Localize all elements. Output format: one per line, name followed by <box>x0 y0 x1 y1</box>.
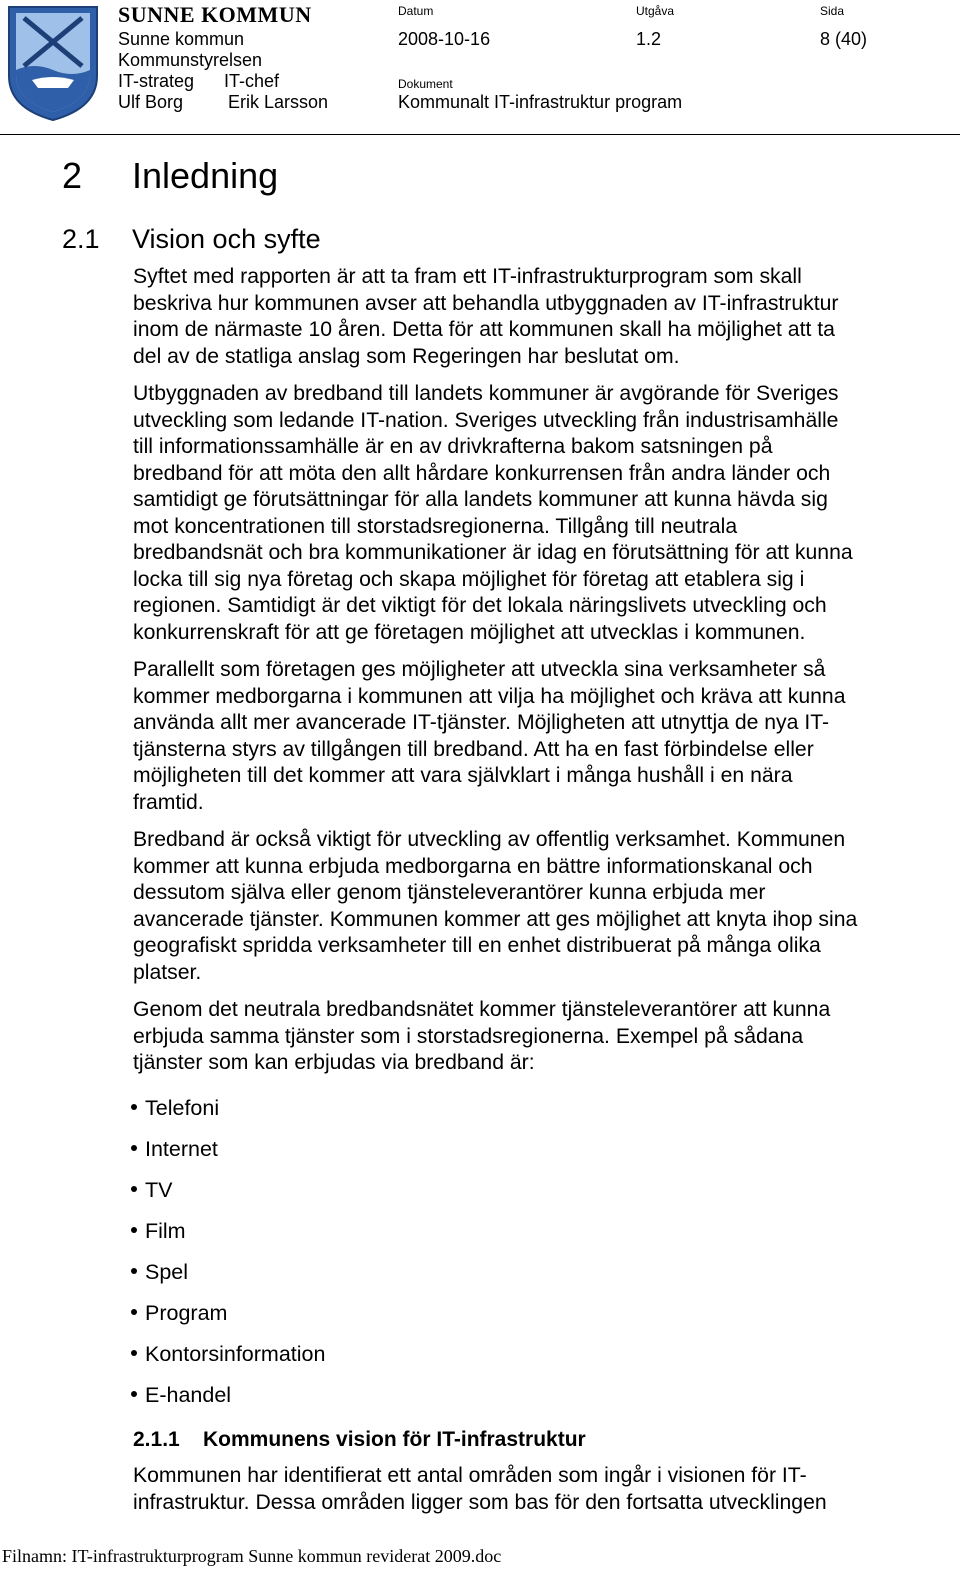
list-item <box>131 1135 325 1176</box>
text-line: platser. <box>133 960 202 984</box>
chapter-heading <box>62 155 278 197</box>
bullet-icon <box>131 1227 137 1233</box>
section-title: Vision och syfte <box>132 224 321 254</box>
bullet-icon <box>131 1268 137 1274</box>
text-line: infrastruktur. Dessa områden ligger som bas för den fortsatta utvecklingen <box>133 1490 827 1514</box>
text-line: utveckling som ledande IT-nation. Sveriges utveckling från industrisamhälle <box>133 408 839 432</box>
text-line: bredband för att möta den allt hårdare konkurrensen från andra länder och <box>133 461 831 485</box>
version-label: Utgåva <box>636 4 675 18</box>
list-item <box>131 1258 325 1299</box>
text-line: Parallellt som företagen ges möjligheter att utveckla sina verksamheter så <box>133 658 826 681</box>
text-line: locka till sig nya företag och skapa möjlighet för företag att etablera sig i <box>133 567 805 591</box>
text-line: Bredband är också viktigt för utveckling av offentlig verksamhet. Kommunen <box>133 828 846 851</box>
list-item <box>131 1299 325 1340</box>
text-line: möjligheten till det kommer att vara självklart i många hushåll i en nära <box>133 764 793 787</box>
bullet-icon <box>131 1186 137 1192</box>
list-item-label: Telefoni <box>145 1096 220 1120</box>
author-role: IT-strateg <box>118 71 195 91</box>
text-line: Utbyggnaden av bredband till landets kommuner är avgörande för Sveriges <box>133 382 839 405</box>
bullet-icon <box>131 1309 137 1315</box>
list-item-label: Spel <box>145 1260 189 1284</box>
paragraph-public-sector <box>133 827 948 986</box>
text-line: del av de statliga anslag som Regeringen har beslutat om. <box>133 344 680 368</box>
text-line: tjänsterna styrs av tillgången till bredband. Att ha en fast förbindelse eller <box>133 737 814 761</box>
section-number: 2.1 <box>62 224 100 254</box>
author-name: Ulf Borg <box>118 92 184 112</box>
text-line: erbjuda samma tjänster som i storstadsregionerna. Exempel på sådana <box>133 1024 804 1048</box>
bullet-icon <box>131 1391 137 1397</box>
list-item <box>131 1094 325 1135</box>
text-line: dessutom själva eller genom tjänsteleverantörer kunna erbjuda mer <box>133 881 766 904</box>
list-item <box>131 1217 325 1258</box>
department-name: Kommunstyrelsen <box>118 50 263 70</box>
chapter-number: 2 <box>62 155 83 196</box>
municipal-crest-logo <box>6 4 100 122</box>
document-version: 1.2 <box>636 29 662 49</box>
text-line: Syftet med rapporten är att ta fram ett IT-infrastrukturprogram som skall <box>133 265 802 288</box>
text-line: Genom det neutrala bredbandsnätet kommer tjänsteleverantörer att kunna <box>133 998 831 1021</box>
subsection-number: 2.1.1 <box>133 1428 180 1451</box>
approver-name: Erik Larsson <box>228 92 329 112</box>
approver-role: IT-chef <box>224 71 280 91</box>
paragraph-purpose <box>133 264 948 370</box>
services-list <box>131 1094 325 1422</box>
text-line: avancerade tjänster. Kommunen kommer att ges möjlighet att knyta ihop sina <box>133 907 858 931</box>
footer-filename: Filnamn: IT-infrastrukturprogram Sunne kommun reviderat 2009.doc <box>2 1546 502 1566</box>
list-item-label: Internet <box>145 1137 218 1161</box>
text-line: kommer att kunna erbjuda medborgarna en bättre informationskanal och <box>133 854 813 878</box>
text-line: regionen. Samtidigt är det viktigt för det lokala näringslivets utveckling och <box>133 594 827 617</box>
header-divider <box>0 134 960 135</box>
list-item <box>131 1176 325 1217</box>
list-item-label: TV <box>145 1178 173 1202</box>
text-line: geografiskt spridda verksamheter till en enhet distribuerat på många olika <box>133 934 821 957</box>
paragraph-services-intro <box>133 997 948 1077</box>
text-line: kommer medborgarna i kommunen att vilja ha möjlighet och kräva att kunna <box>133 684 846 708</box>
document-title: Kommunalt IT-infrastruktur program <box>398 92 683 112</box>
organization-name: SUNNE KOMMUN <box>118 2 312 27</box>
paragraph-citizens <box>133 657 948 816</box>
text-line: mot koncentrationen till storstadsregionerna. Tillgång till neutrala <box>133 514 738 538</box>
list-item-label: E-handel <box>145 1383 232 1407</box>
list-item <box>131 1381 325 1422</box>
text-line: bredbandsnät och bra kommunikationer är idag en förutsättning för att kunna <box>133 541 853 564</box>
paragraph-vision <box>133 1463 948 1516</box>
subsection-title: Kommunens vision för IT-infrastruktur <box>203 1428 586 1451</box>
subsection-heading <box>133 1428 586 1452</box>
list-item-label: Kontorsinformation <box>145 1342 326 1366</box>
section-heading <box>62 224 321 255</box>
paragraph-broadband-development <box>133 381 948 646</box>
document-date: 2008-10-16 <box>398 29 491 49</box>
text-line: beskriva hur kommunen avser att behandla utbyggnaden av IT-infrastruktur <box>133 291 839 315</box>
text-line: inom de närmaste 10 åren. Detta för att kommunen skall ha möjlighet att ta <box>133 318 835 341</box>
list-item-label: Program <box>145 1301 228 1325</box>
text-line: konkurrenskraft för att ge företagen möjlighet att utvecklas i kommunen. <box>133 620 806 644</box>
date-label: Datum <box>398 4 434 18</box>
chapter-title: Inledning <box>132 155 279 196</box>
text-line: använda allt mer avancerade IT-tjänster. Möjligheten att utnyttja de nya IT- <box>133 711 830 734</box>
bullet-icon <box>131 1145 137 1151</box>
municipality-name: Sunne kommun <box>118 29 245 49</box>
bullet-icon <box>131 1104 137 1110</box>
subsection-body <box>133 1463 948 1527</box>
section-body <box>133 264 948 1088</box>
list-item <box>131 1340 325 1381</box>
document-label: Dokument <box>398 77 453 91</box>
text-line: tjänster som kan erbjudas via bredband är: <box>133 1051 535 1074</box>
page-label: Sida <box>820 4 845 18</box>
bullet-icon <box>131 1350 137 1356</box>
text-line: Kommunen har identifierat ett antal områden som ingår i visionen för IT- <box>133 1464 807 1487</box>
text-line: framtid. <box>133 790 204 814</box>
text-line: till informationssamhälle är en av drivkrafterna bakom satsningen på <box>133 435 773 458</box>
list-item-label: Film <box>145 1219 186 1243</box>
page-number: 8 (40) <box>820 29 868 49</box>
text-line: samtidigt ge förutsättningar för alla landets kommuner att kunna hävda sig <box>133 488 828 511</box>
